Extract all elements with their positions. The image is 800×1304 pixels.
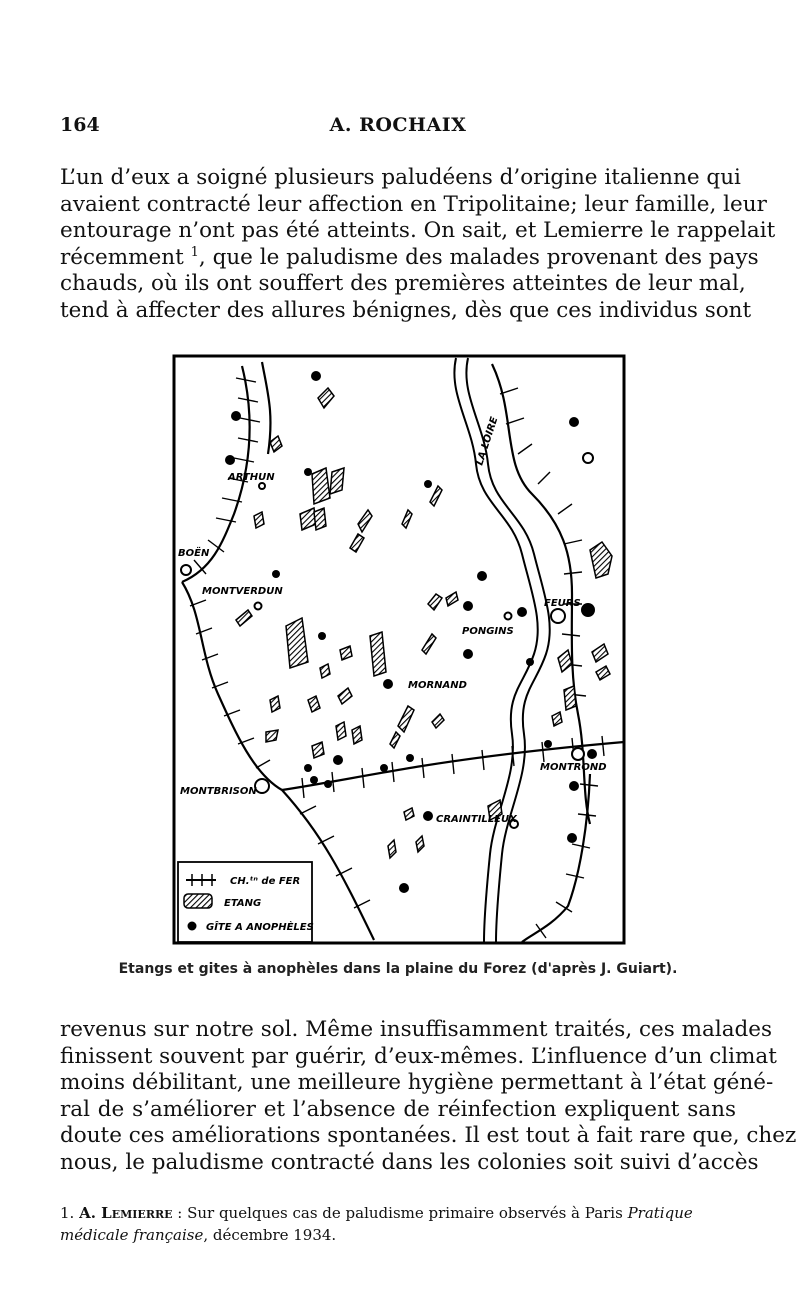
text-line: doute ces améliorations spontanées. Il est tout à fait rare que, chez [60, 1123, 797, 1149]
label-montverdun: MONTVERDUN [202, 586, 283, 597]
text-line: ral de s’améliorer et l’absence de réinfection expliquent sans [60, 1096, 736, 1122]
text-line-with-footnote: récemment $^1$, que le paludisme des malades provenant des pays [60, 244, 759, 270]
footnote [60, 1202, 736, 1246]
label-craintilleux: CRAINTILLEUX [436, 814, 517, 825]
forez-map-figure [172, 354, 626, 945]
map-frame [174, 356, 624, 943]
text-line: entourage n’ont pas été atteints. On sait, et Lemierre le rappelait [60, 218, 776, 244]
text-line: nous, le paludisme contracté dans les colonies soit suivi d’accès [60, 1149, 759, 1175]
footnote-date: , décembre 1934. [203, 1226, 337, 1244]
line-start-word: récemment [60, 244, 184, 270]
footnote-line [60, 1224, 736, 1246]
footnote-text: : Sur quelques cas de paludisme primaire observés à Paris [172, 1204, 628, 1222]
text-line: chauds, où ils ont souffert des premières atteintes de leur mal, [60, 271, 746, 297]
legend-railway: CH.ᵗⁿ de FER [230, 876, 301, 887]
legend-sites: GÎTE A ANOPHÈLES [206, 922, 314, 933]
label-arthun: ARTHUN [228, 472, 275, 483]
text-line: moins débilitant, une meilleure hygiène permettant à l’état géné- [60, 1070, 774, 1096]
label-feurs: FEURS [544, 598, 581, 609]
footnote-line [60, 1202, 736, 1224]
text-line: finissent souvent par guérir, d’eux-mêmes. L’influence d’un climat [60, 1043, 777, 1069]
footnote-number: 1. [60, 1204, 75, 1222]
running-head: A. ROCHAIX [329, 114, 467, 136]
footnote-reference[interactable]: 1 [190, 244, 199, 260]
legend-ponds: ETANG [224, 898, 262, 909]
map-legend [178, 862, 314, 942]
text-line: revenus sur notre sol. Même insuffisamment traités, ces malades [60, 1017, 773, 1042]
footnote-journal-cont: médicale française [60, 1226, 204, 1244]
paragraph-bottom [60, 1017, 797, 1177]
figure-caption: Etangs et gites à anophèles dans la plaine du Forez (d'après J. Guiart). [118, 961, 678, 977]
text-line-rest: que le paludisme des malades provenant des pays [212, 244, 759, 270]
text-line: avaient contracté leur affection en Tripolitaine; leur famille, leur [60, 191, 767, 217]
label-la-loire: LA LOIRE [474, 415, 501, 467]
page-header [60, 114, 736, 138]
footnote-author: A. Lemierre [79, 1204, 173, 1222]
map-drawing [172, 354, 626, 945]
page-number: 164 [60, 114, 100, 136]
label-montrond: MONTROND [540, 762, 607, 773]
paragraph-top [60, 165, 776, 325]
label-pongins: PONGINS [462, 626, 514, 637]
label-montbrison: MONTBRISON [180, 786, 257, 797]
text-line: tend à affecter des allures bénignes, dès que ces individus sont [60, 297, 752, 323]
label-mornand: MORNAND [408, 680, 467, 691]
footnote-journal: Pratique [627, 1204, 693, 1222]
text-line: L’un d’eux a soigné plusieurs paludéens d’origine italienne qui [60, 165, 741, 190]
label-boen: BOËN [178, 548, 210, 559]
